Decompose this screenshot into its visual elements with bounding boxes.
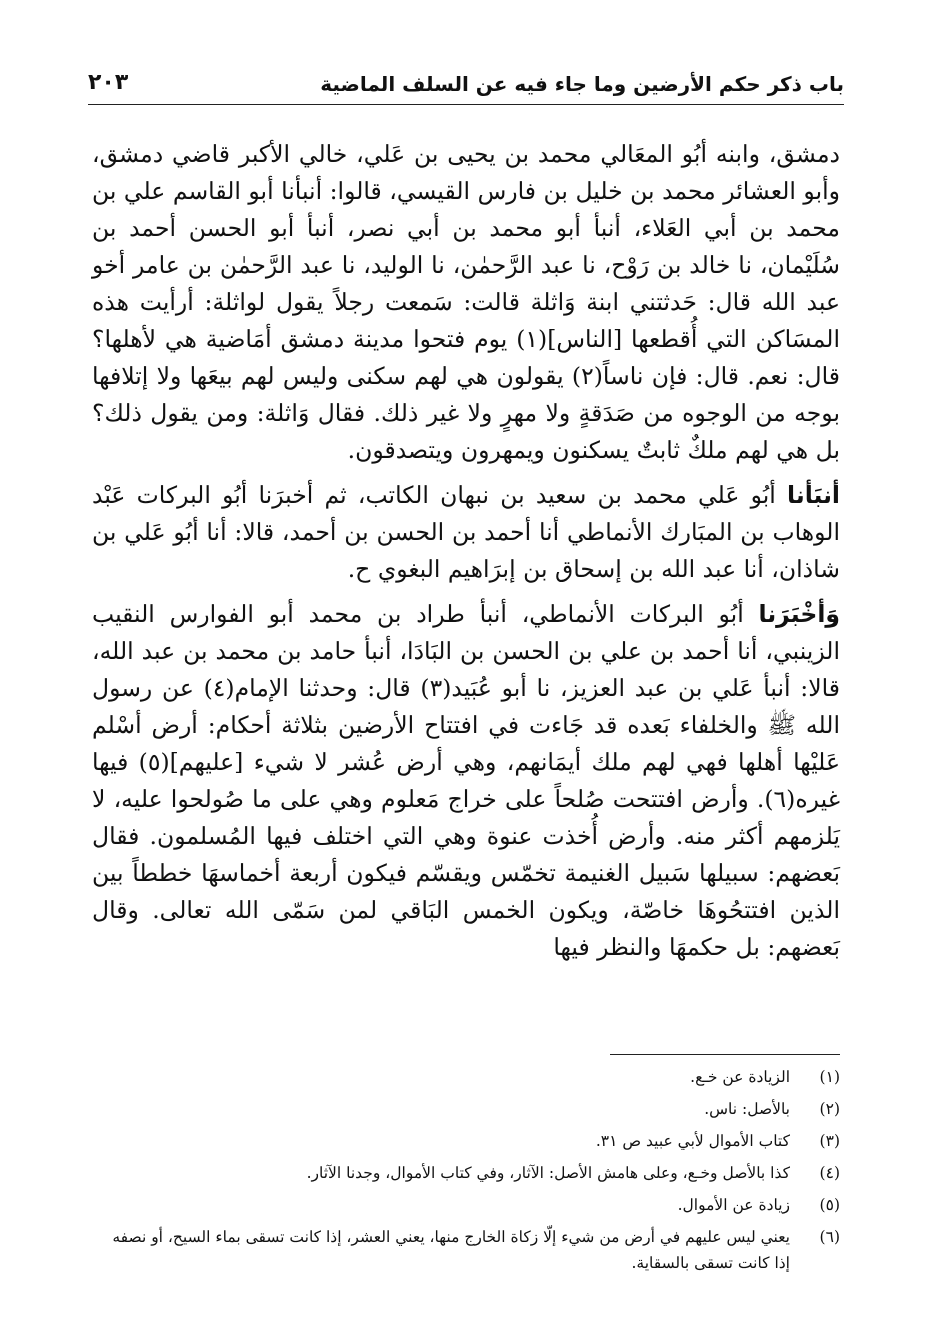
footnote — [92, 1192, 840, 1218]
footnote — [92, 1064, 840, 1090]
paragraph — [92, 136, 840, 469]
footnote-separator — [610, 1054, 840, 1055]
footnote-number: (٤) — [819, 1164, 840, 1182]
running-header — [88, 60, 844, 105]
paragraph-lead: وَأخْبَرَنا — [758, 600, 840, 628]
paragraph-text: أبُو البركات الأنماطي، أنبأ طراد بن محمد أبو الفوارس النقيب الزينبي، أنا أحمد بن علي بن الحسن بن البَادَا، أنبأ حامد بن محمد بن عبد الله، قالا: أنبأ عَلي بن عبد العزيز، نا أبو عُبَيد(٣) قال: وحدثنا الإمام(٤) عن رسول الله ﷺ والخلفاء بَعده قد جَاءت في افتتاح الأرضين بثلاثة أحكام: أرض أسْلم عَليْها أهلها فهي لهم ملك أيمَانهم، وهي أرض عُشر لا شيء [عليهم](٥) فيها غيره(٦). وأرض افتتحت صُلحاً على خراج مَعلوم وهي على ما صُولحوا عليه، لا يَلزمهم أكثر منه. وأرض أُخذت عنوة وهي التي اختلف فيها المُسلمون. فقال بَعضهم: سبيلها سَبيل الغنيمة تخمّس ويقسّم فيكون أربعة أخماسهَا خططاً بين الذين افتتحُوهَا خاصّة، ويكون الخمس البَاقي لمن سَمّى الله تعالى. وقال بَعضهم: بل حكمهَا والنظر فيها — [92, 600, 840, 961]
footnote-number: (٢) — [819, 1100, 840, 1118]
footnote-text: كذا بالأصل وخـع، وعلى هامش الأصل: الآثار، وفي كتاب الأموال، وجدنا الآثار. — [306, 1164, 790, 1182]
footnote — [92, 1160, 840, 1186]
footnote-number: (٣) — [819, 1132, 840, 1150]
paragraph — [92, 596, 840, 966]
paragraph-text: دمشق، وابنه أبُو المعَالي محمد بن يحيى بن عَلي، خالي الأكبر قاضي دمشق، وأبو العشائر محمد بن خليل بن فارس القيسي، قالوا: أنبأنا أبو القاسم علي بن محمد بن أبي العَلاء، أنبأ أبو محمد بن أبي نصر، أنبأ أبو الحسن أحمد بن سُلَيْمان، نا خالد بن رَوْح، نا عبد الرَّحمٰن، نا الوليد، نا عبد الرَّحمٰن بن عامر أخو عبد الله قال: حَدثتني ابنة وَاثلة قالت: سَمعت رجلاً يقول لواثلة: أرأيت هذه المسَاكن التي أُقطعها [الناس](١) يوم فتحوا مدينة دمشق أمَاضية هي لأهلها؟ قال: نعم. قال: فإن ناساً(٢) يقولون هي لهم سكنى وليس لهم بيعَها ولا إتلافها بوجه من الوجوه من صَدَقةٍ ولا مهرٍ ولا غير ذلك. فقال وَاثلة: ومن يقول ذلك؟ بل هي لهم ملكٌ ثابتٌ يسكنون ويمهرون ويتصدقون. — [92, 140, 840, 464]
footnote-number: (١) — [819, 1068, 840, 1086]
footnote — [92, 1128, 840, 1154]
main-text — [92, 136, 840, 974]
paragraph-text: أبُو عَلي محمد بن سعيد بن نبهان الكاتب، ثم أخبرَنا أبُو البركات عَبْد الوهاب بن المبَارك الأنماطي أنا أحمد بن الحسن بن أحمد، قالا: أنا أبُو عَلي بن شاذان، أنا عبد الله بن إسحاق بن إبرَاهيم البغوي ح. — [92, 481, 840, 583]
footnote-text: يعني ليس عليهم في أرض من شيء إلّا زكاة الخارج منها، يعني العشر، إذا كانت تسقى بماء السيح، أو نصفه إذا كانت تسقى بالسقاية. — [112, 1228, 790, 1272]
footnote — [92, 1096, 840, 1122]
footnote-text: الزيادة عن خـع. — [690, 1068, 790, 1086]
paragraph — [92, 477, 840, 588]
page-number: ٢٠٣ — [88, 70, 129, 95]
footnote-text: زيادة عن الأموال. — [677, 1196, 790, 1214]
footnotes — [92, 1064, 840, 1282]
footnote-text: كتاب الأموال لأبي عبيد ص ٣١. — [595, 1132, 790, 1150]
footnote-number: (٥) — [819, 1196, 840, 1214]
footnote-number: (٦) — [819, 1228, 840, 1246]
footnote-text: بالأصل: ناس. — [704, 1100, 790, 1118]
chapter-title: باب ذكر حكم الأرضين وما جاء فيه عن السلف الماضية — [320, 72, 844, 96]
paragraph-lead: أنبَأنا — [787, 481, 840, 509]
footnote — [92, 1224, 840, 1276]
